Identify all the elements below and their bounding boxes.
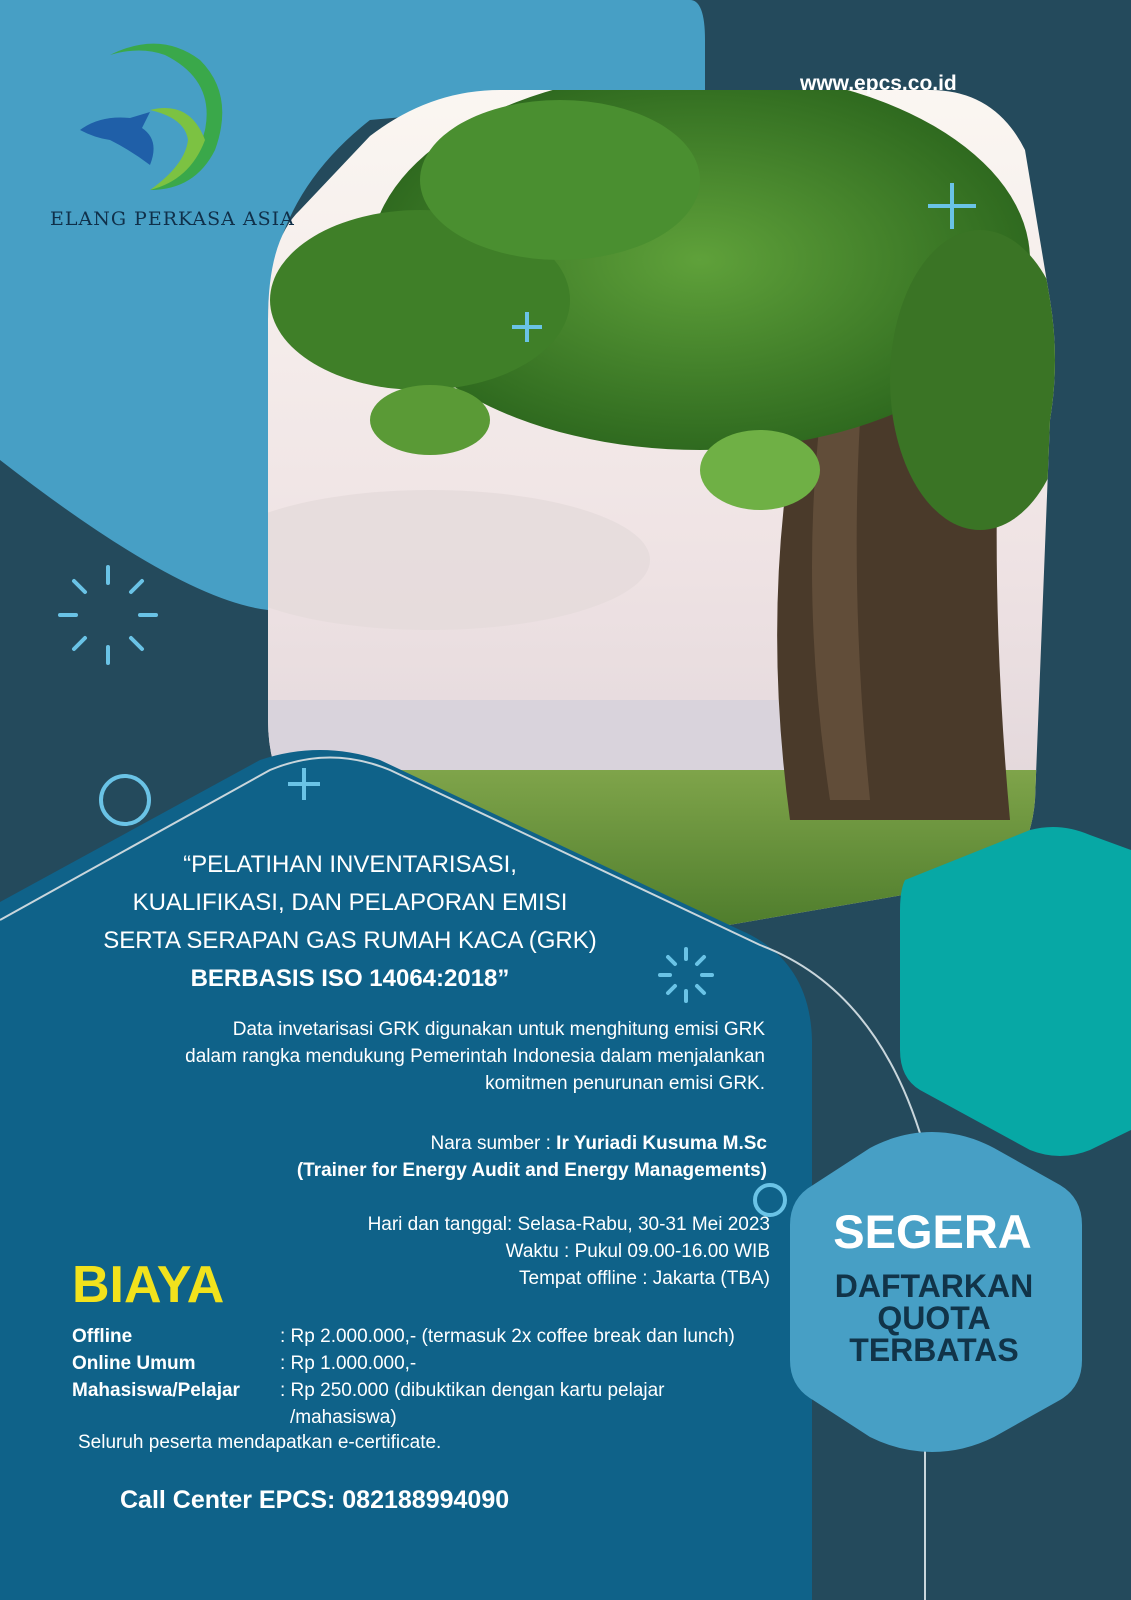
fee-value-cont: /mahasiswa) — [290, 1407, 397, 1428]
description-line: Data invetarisasi GRK digunakan untuk menghitung emisi GRK — [232, 1019, 765, 1040]
fee-row — [72, 1323, 790, 1350]
fee-row — [72, 1377, 790, 1404]
event-title — [60, 846, 640, 998]
cta-segera: SEGERA — [833, 1205, 1032, 1258]
fee-label: Mahasiswa/Pelajar — [72, 1380, 240, 1401]
fee-value: : Rp 250.000 (dibuktikan dengan kartu pelajar — [280, 1380, 665, 1401]
title-line-bold: BERBASIS ISO 14064:2018” — [190, 965, 510, 992]
fees-heading: BIAYA — [72, 1256, 225, 1314]
title-line: SERTA SERAPAN GAS RUMAH KACA (GRK) — [103, 927, 597, 954]
description-line: komitmen penurunan emisi GRK. — [485, 1073, 765, 1094]
fee-value: : Rp 2.000.000,- (termasuk 2x coffee break dan lunch) — [280, 1326, 735, 1347]
title-line: KUALIFIKASI, DAN PELAPORAN EMISI — [132, 889, 568, 916]
certificate-note: Seluruh peserta mendapatkan e-certificate. — [78, 1432, 442, 1453]
logo-text: ELANG PERKASA ASIA — [50, 208, 295, 230]
fee-value: : Rp 1.000.000,- — [280, 1353, 417, 1374]
speaker-info — [60, 1130, 767, 1184]
speaker-label: Nara sumber : — [430, 1133, 557, 1154]
website-link[interactable]: www.epcs.co.id — [800, 72, 957, 95]
description — [60, 1016, 765, 1097]
fees-table — [72, 1323, 790, 1431]
title-line: “PELATIHAN INVENTARISASI, — [183, 851, 517, 878]
call-center[interactable]: Call Center EPCS: 082188994090 — [120, 1486, 510, 1514]
cta-text — [805, 1270, 1063, 1366]
fee-row — [72, 1404, 790, 1431]
fee-label: Offline — [72, 1326, 133, 1347]
speaker-name: Ir Yuriadi Kusuma M.Sc — [556, 1133, 767, 1154]
description-line: dalam rangka mendukung Pemerintah Indonesia dalam menjalankan — [185, 1046, 765, 1067]
schedule-date: Hari dan tanggal: Selasa-Rabu, 30-31 Mei 2023 — [367, 1214, 770, 1235]
cta-terbatas: TERBATAS — [849, 1332, 1019, 1368]
speaker-role: (Trainer for Energy Audit and Energy Managements) — [296, 1160, 767, 1181]
fee-row — [72, 1350, 790, 1377]
cta-daftarkan: DAFTARKAN — [834, 1268, 1034, 1304]
cta-quota: QUOTA — [877, 1300, 991, 1336]
schedule-place: Tempat offline : Jakarta (TBA) — [519, 1268, 770, 1289]
fee-label: Online Umum — [72, 1353, 196, 1374]
schedule-time: Waktu : Pukul 09.00-16.00 WIB — [505, 1241, 770, 1262]
